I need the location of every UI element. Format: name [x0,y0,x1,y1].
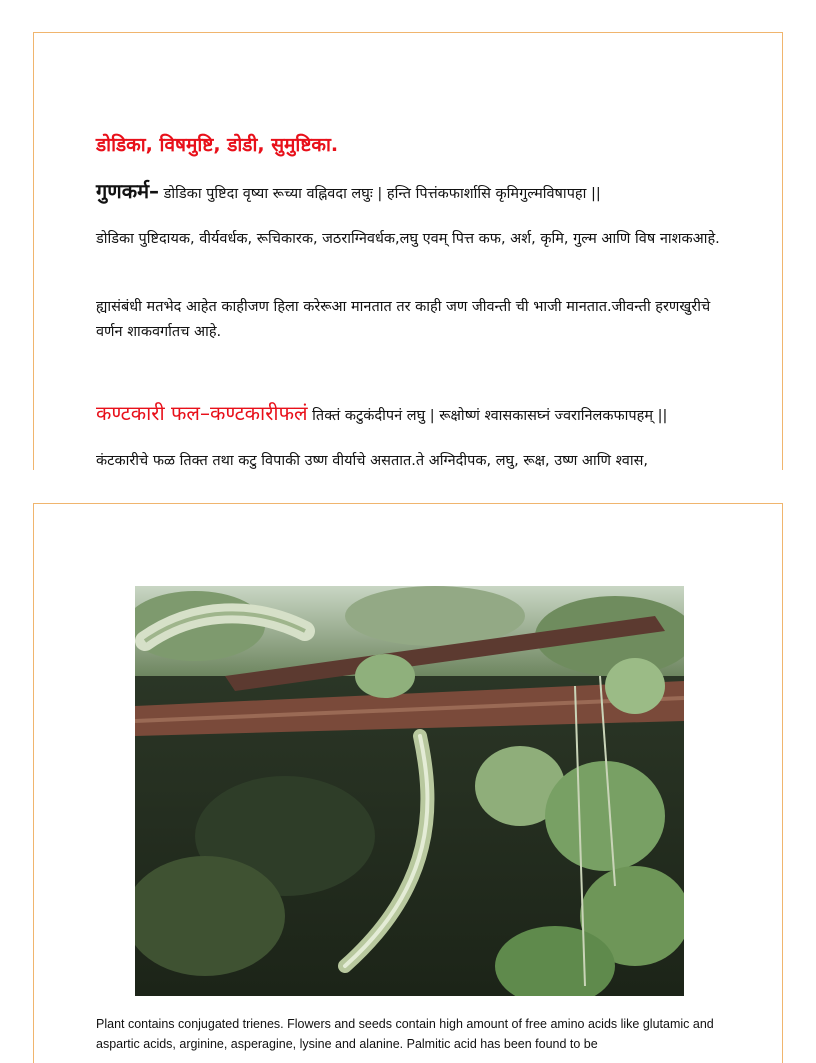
section-heading-dodika: डोडिका, विषमुष्टि, डोडी, सुमुष्टिका. [96,134,339,156]
gunkarm-shloka: डोडिका पुष्टिदा वृष्या रूच्या वह्निवदा लघुः | हन्ति पित्तंकफार्शासि कृमिगुल्मविषापहा || [159,186,601,202]
gunkarm-label: गुणकर्म– [96,179,160,203]
gunkarm-paragraph [96,179,736,207]
kantakari-label: कण्टकारी फल–कण्टकारीफलं [96,401,308,425]
plant-chemistry-caption: Plant contains conjugated trienes. Flowers and seeds contain high amount of free amino acids like glutamic and aspartic acids, arginine, asperagine, lysine and alanine. Palmitic acid has been found to be [96,1017,714,1051]
kantakari-shloka: तिक्तं कटुकंदीपनं लघु | रूक्षोष्णं श्वासकासघ्नं ज्वरानिलकफापहम् || [307,408,668,424]
kantakari-description: कंटकारीचे फळ तिक्त तथा कटु विपाकी उष्ण वीर्याचे असतात.ते अग्निदीपक, लघु, रूक्ष, उष्ण आणि श्वास, [96,453,648,469]
dodika-note: ह्यासंबंधी मतभेद आहेत काहीजण हिला करेरूआ मानतात तर काही जण जीवन्ती ची भाजी मानतात.जीवन्ती हरणखुरीचे वर्णन शाकवर्गातच आहे. [96,299,711,340]
document-page-2 [33,503,783,1063]
dodika-description: डोडिका पुष्टिदायक, वीर्यवर्धक, रूचिकारक, जठराग्निवर्धक,लघु एवम् पित्त कफ, अर्श, कृमि, गुल्म आणि विष नाशकआहे. [96,231,720,247]
document-page-1 [33,32,783,470]
kantakari-paragraph [96,401,736,429]
plant-photo [135,586,684,996]
snake-gourd-vine-image [135,586,684,996]
